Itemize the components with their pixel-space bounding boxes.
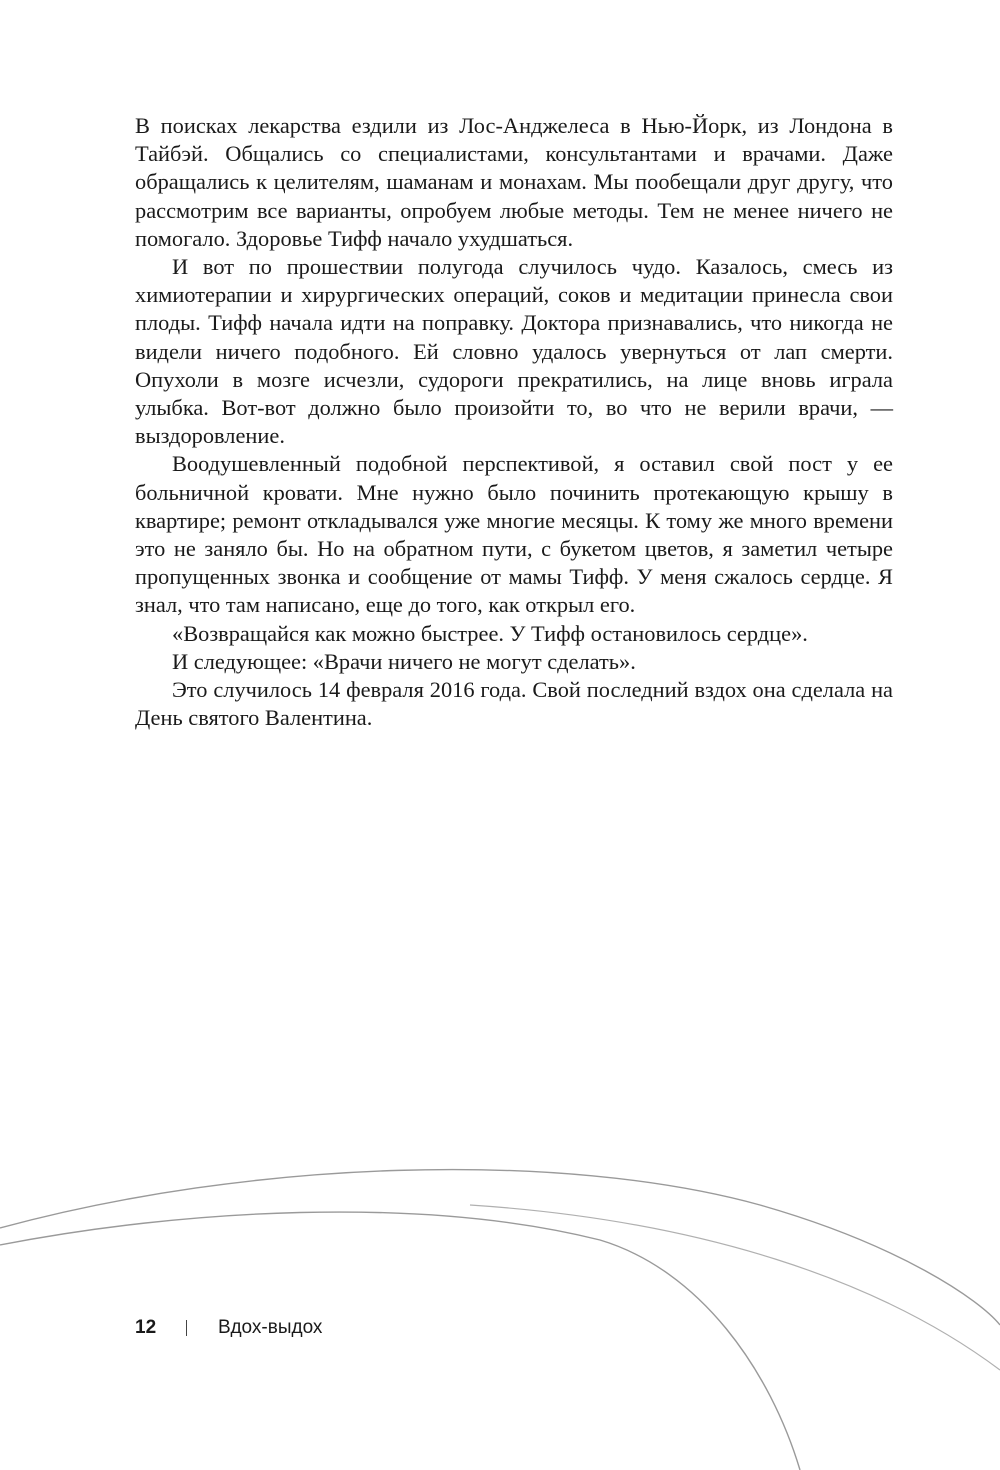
- paragraph-6: Это случилось 14 февраля 2016 года. Свой последний вздох она сделала на День святого Валентина.: [135, 677, 893, 731]
- decorative-arc-large: [0, 1170, 1000, 1325]
- paragraph-1: В поисках лекарства ездили из Лос-Анджелеса в Нью-Йорк, из Лондона в Тайбэй. Общались со специалистами, консультантами и врачами. Даже обращались к целителям, шаманам и монахам. Мы пообещали друг другу, что рассмотрим все варианты, опробуем любые методы. Тем не менее ничего не помогало. Здоровье Тифф начало ухудшаться.: [135, 113, 893, 251]
- page-footer: [135, 1313, 322, 1343]
- paragraph-2: И вот по прошествии полугода случилось чудо. Казалось, смесь из химиотерапии и хирургических операций, соков и медитации принесла свои плоды. Тифф начала идти на поправку. Доктора признавались, что никогда не видели ничего подобного. Ей словно удалось увернуться от лап смерти. Опухоли в мозге исчезли, судороги прекратились, на лице вновь играла улыбка. Вот-вот должно было произойти то, во что не верили врачи, — выздоровление.: [135, 254, 893, 449]
- paragraph-3: Воодушевленный подобной перспективой, я оставил свой пост у ее больничной кровати. Мне нужно было починить протекающую крышу в квартире; ремонт откладывался уже многие месяцы. К тому же много времени это не заняло бы. Но на обратном пути, с букетом цветов, я заметил четыре пропущенных звонка и сообщение от мамы Тифф. У меня сжалось сердце. Я знал, что там написано, еще до того, как открыл его.: [135, 451, 893, 618]
- page-number: 12: [135, 1317, 157, 1338]
- decorative-arc-right: [470, 1205, 1000, 1370]
- footer-divider: [186, 1320, 187, 1336]
- running-title: Вдох-выдох: [218, 1317, 323, 1338]
- body-text: [135, 112, 893, 732]
- paragraph-5: И следующее: «Врачи ничего не могут сделать».: [172, 648, 636, 674]
- paragraph-4: «Возвращайся как можно быстрее. У Тифф остановилось сердце».: [172, 620, 808, 646]
- decorative-arc-sweep: [0, 1212, 800, 1470]
